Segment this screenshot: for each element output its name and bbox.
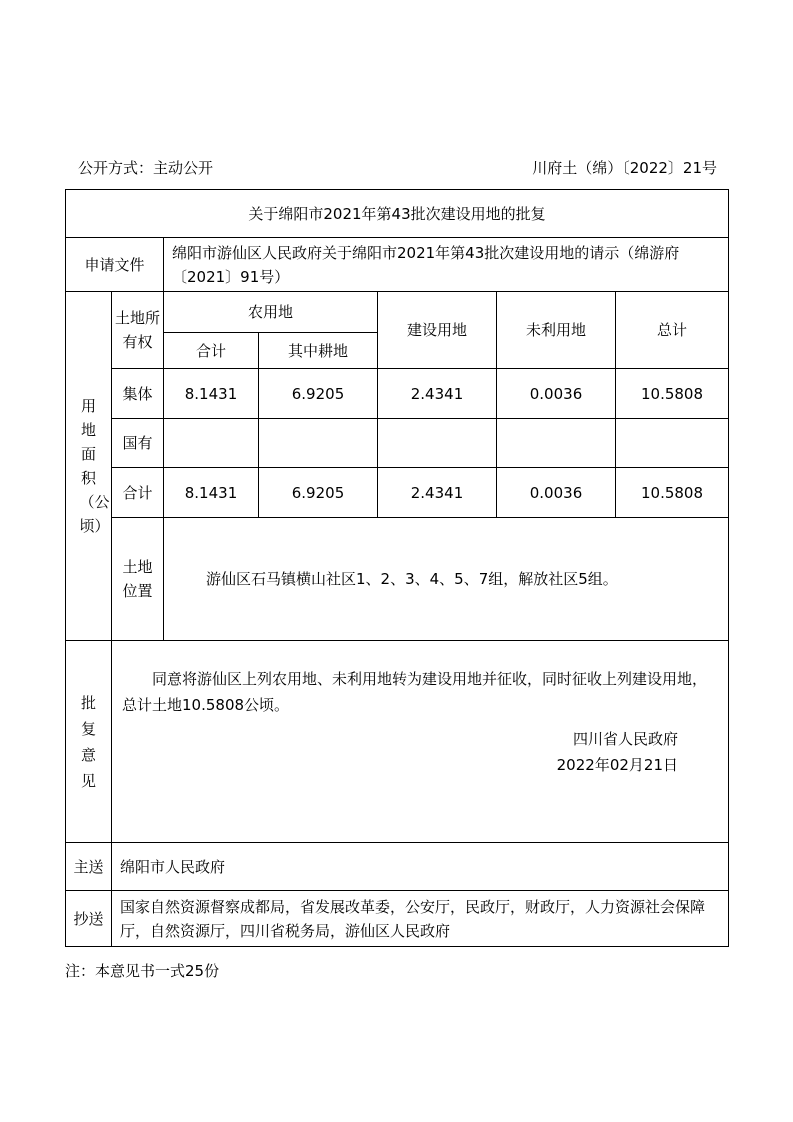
location-label	[112, 518, 164, 641]
ownership-header	[112, 292, 164, 369]
construction-cell: 2.4341	[378, 369, 497, 419]
approval-body	[112, 641, 729, 843]
approval-text: 同意将游仙区上列农用地、未利用地转为建设用地并征收，同时征收上列建设用地，总计土地10.5808公顷。	[122, 669, 708, 714]
location-value: 游仙区石马镇横山社区1、2、3、4、5、7组，解放社区5组。	[164, 518, 729, 641]
agri-header: 农用地	[164, 292, 378, 333]
total-cell: 10.5808	[616, 468, 729, 518]
application-value: 绵阳市游仙区人民政府关于绵阳市2021年第43批次建设用地的请示（绵游府〔2021〕91号）	[164, 238, 729, 292]
unused-cell: 0.0036	[497, 468, 616, 518]
area-section-label	[66, 292, 112, 641]
construction-cell: 2.4341	[378, 468, 497, 518]
farm-cell	[259, 419, 378, 468]
construction-header: 建设用地	[378, 292, 497, 369]
disclosure-label: 公开方式：主动公开	[78, 159, 214, 177]
main-send-label: 主送	[66, 843, 112, 891]
agri-total-cell	[164, 419, 259, 468]
construction-cell	[378, 419, 497, 468]
approval-table	[65, 189, 729, 947]
farm-cell: 6.9205	[259, 468, 378, 518]
agri-total-header: 合计	[164, 333, 259, 369]
ownership-header-text: 土地所有权	[115, 309, 161, 351]
application-label: 申请文件	[66, 238, 164, 292]
copy-send-value: 国家自然资源督察成都局，省发展改革委，公安厅，民政厅，财政厅，人力资源社会保障厅，自然资源厅，四川省税务局，游仙区人民政府	[112, 891, 729, 947]
area-section-label-text: 用地面积（公顷）	[79, 397, 110, 535]
document-title: 关于绵阳市2021年第43批次建设用地的批复	[66, 190, 729, 238]
approval-signer: 四川省人民政府	[572, 729, 678, 748]
footnote: 注：本意见书一式25份	[65, 962, 220, 980]
unused-cell	[497, 419, 616, 468]
agri-farm-header: 其中耕地	[259, 333, 378, 369]
agri-total-cell: 8.1431	[164, 468, 259, 518]
approval-date: 2022年02月21日	[556, 755, 678, 774]
approval-label-text: 批复意见	[80, 693, 96, 790]
total-cell: 10.5808	[616, 369, 729, 419]
main-send-value: 绵阳市人民政府	[112, 843, 729, 891]
approval-label	[66, 641, 112, 843]
table-row	[66, 369, 729, 419]
copy-send-label: 抄送	[66, 891, 112, 947]
unused-header: 未利用地	[497, 292, 616, 369]
total-cell	[616, 419, 729, 468]
total-header: 总计	[616, 292, 729, 369]
unused-cell: 0.0036	[497, 369, 616, 419]
location-label-text: 土地位置	[122, 558, 153, 600]
farm-cell: 6.9205	[259, 369, 378, 419]
table-row	[66, 468, 729, 518]
agri-total-cell: 8.1431	[164, 369, 259, 419]
row-label: 国有	[112, 419, 164, 468]
table-row	[66, 419, 729, 468]
row-label: 集体	[112, 369, 164, 419]
document-number: 川府土（绵）〔2022〕21号	[532, 159, 717, 177]
row-label: 合计	[112, 468, 164, 518]
